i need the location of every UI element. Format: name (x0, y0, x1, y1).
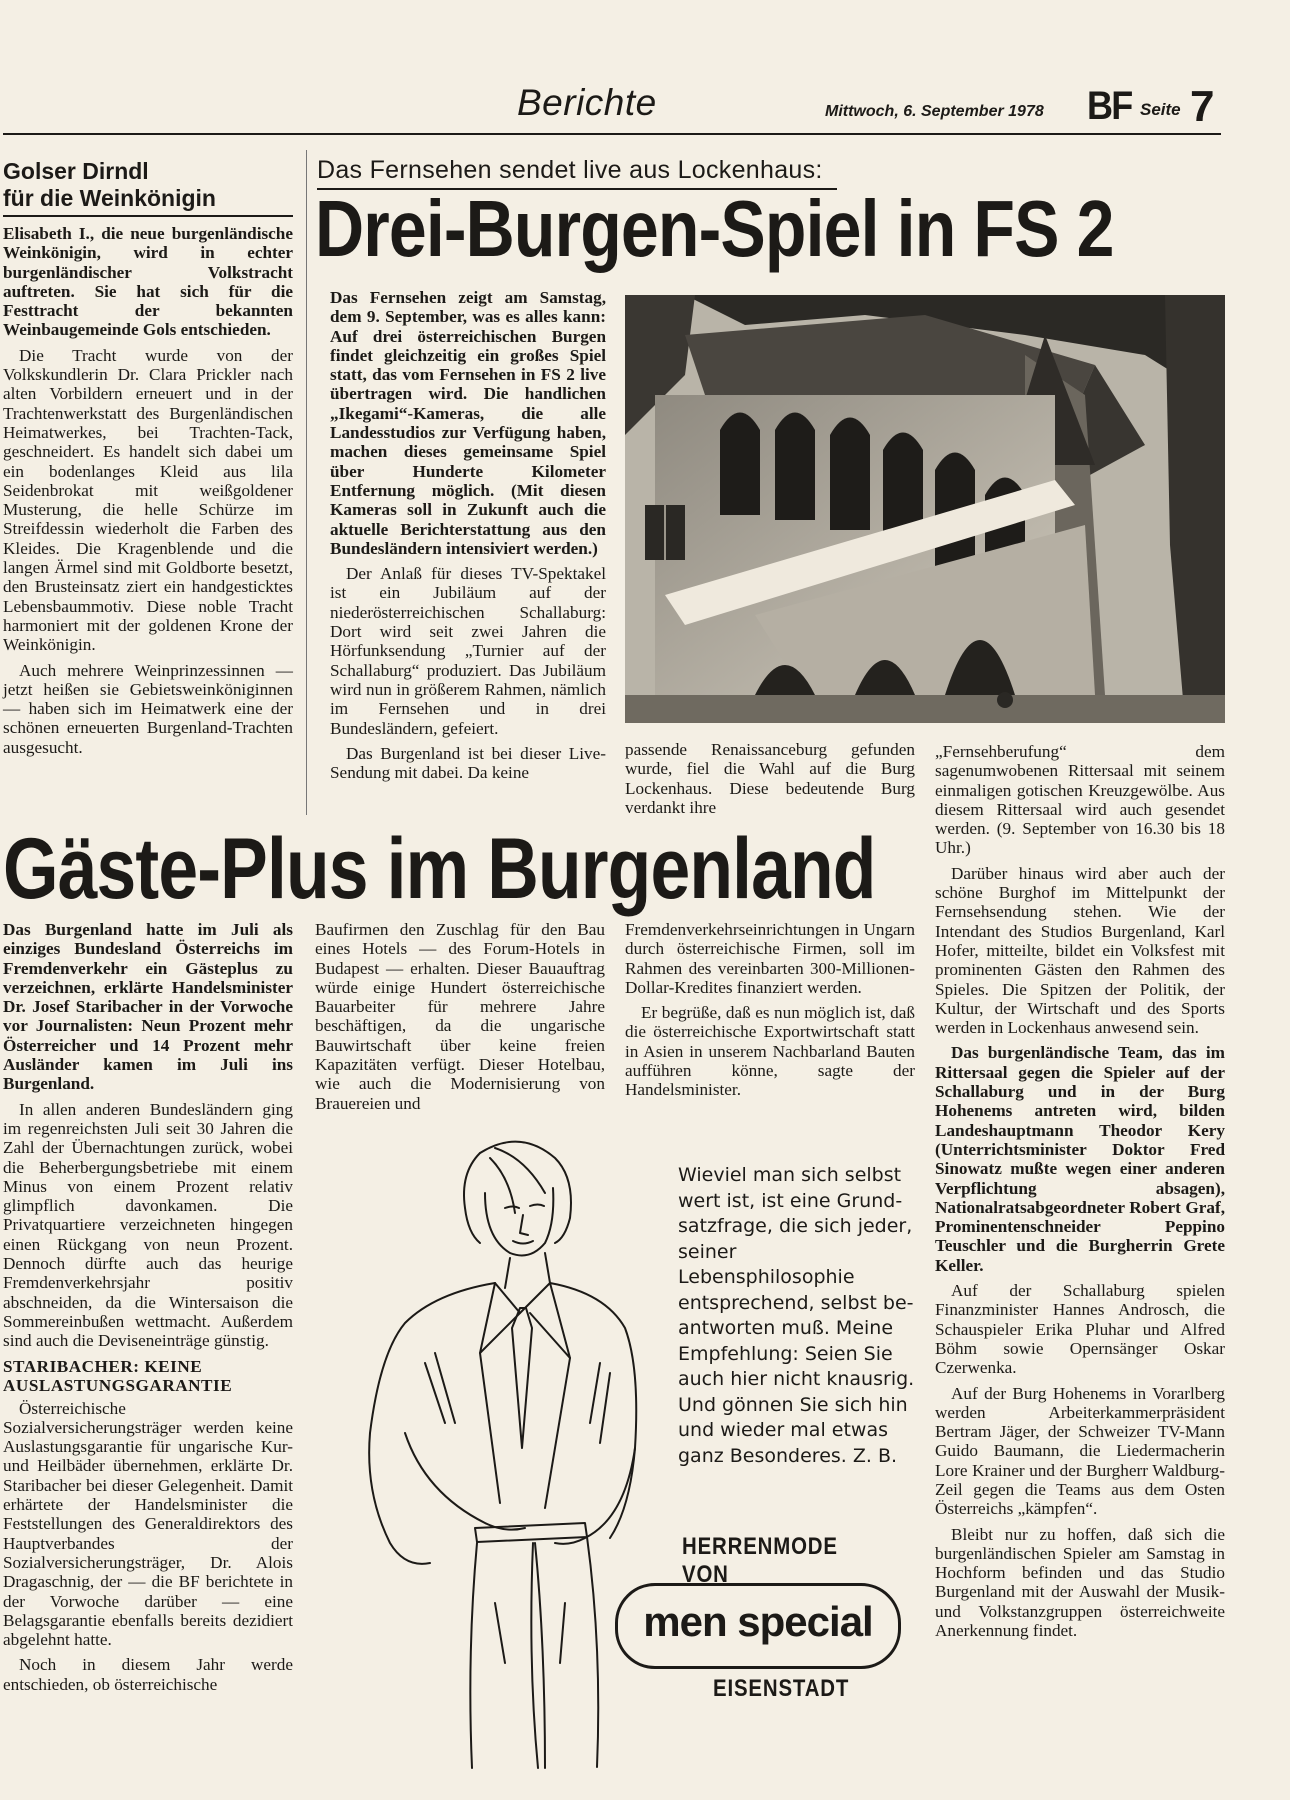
guests-article-para: Er begrüße, daß es nun möglich ist, daß die österreichische Exportwirtschaft statt in Asien in unserem Nachbarland Bauten aufführen könne, sagte der Handelsminister. (625, 1003, 915, 1100)
left-article-para: Elisabeth I., die neue burgenländische Weinkönigin, wird in echter burgenländischer Volkstracht auftreten. Sie hat sich für die Festtracht der bekannten Weinbaugemeinde Gols entschieden. (3, 224, 293, 340)
left-article-title (3, 158, 216, 212)
guests-article-para: Baufirmen den Zuschlag für den Bau eines Hotels — des Forum-Hotels in Budapest — erhalten. Dieser Bauauftrag würde einige Hundert österreichische Bauarbeiter für mehrere Jahre beschäftigen, da die ungarische Bauwirtschaft über keine freien Kapazitäten verfügt. Dieser Hotelbau, wie auch die Modernisierung von Brauereien und (315, 920, 605, 1113)
ad-copy-line: und wieder mal etwas (678, 1419, 888, 1441)
paper-logo: BF (1087, 84, 1132, 128)
tv-headline: Drei-Burgen-Spiel in FS 2 (315, 184, 1114, 273)
tv-article-col2 (625, 740, 915, 823)
guests-article-para: Noch in diesem Jahr werde entschieden, ob österreichische (3, 1655, 293, 1694)
ad-copy (678, 1163, 918, 1469)
ad-brand-badge (615, 1583, 901, 1669)
issue-date: Mittwoch, 6. September 1978 (825, 103, 1044, 120)
ad-copy-line: satzfrage, die sich jeder, (678, 1215, 913, 1237)
left-article-title-line1: Golser Dirndl (3, 158, 149, 184)
guests-article-col2 (315, 920, 605, 1119)
left-article-para: Die Tracht wurde von der Volkskundlerin Dr. Clara Prickler nach alten Vorbildern erneuert und in der Trachtenwerkstatt des Burgenländischen Heimatwerkes, bei Trachten-Tack, geschneidert. Es handelt sich dabei um ein bodenlanges Kleid aus lila Seidenbrokat mit weißgoldener Musterung, die helle Schürze im Streifdessin wiederholt die Farben des Kleides. Die Kragenblende und die langen Ärmel sind mit Goldborte besetzt, den Brusteinsatz ziert ein handgesticktes Lebensbaummotiv. Diese noble Tracht harmoniert mit der goldenen Krone der Weinkönigin. (3, 345, 293, 655)
tv-article-col1 (330, 288, 606, 788)
tv-article-para: „Fernsehberufung“ dem sagenumwobenen Rittersaal mit seinem einmaligen gotischen Kreuzgewölbe. Aus diesem Rittersaal wird auch gesendet werden. (9. September von 16.30 bis 18 Uhr.) (935, 742, 1225, 858)
left-article-title-line2: für die Weinkönigin (3, 185, 216, 211)
ad-copy-line: Empfehlung: Seien Sie (678, 1342, 893, 1365)
advertisement (315, 1133, 915, 1773)
ad-city: EISENSTADT (713, 1675, 850, 1702)
guests-article-para: Österreichische Sozialversicherungsträger werden keine Auslastungsgarantie für ungarische Kur- und Heilbäder übernehmen, erklärte Dr. Staribacher bei dieser Gelegenheit. Damit erhärtete der Handelsminister die Feststellungen des Generaldirektors des Hauptverbandes der Sozialversicherungsträger, Dr. Alois Dragaschnig, der — die BF berichtete in der Vorwoche darüber — eine Belagsgarantie ebenfalls bereits dezidiert abgelehnt hatte. (3, 1398, 293, 1650)
castle-photo (625, 295, 1225, 723)
ad-copy-line: seiner Lebensphilosophie (678, 1240, 855, 1288)
tv-article-para: Bleibt nur zu hoffen, daß sich die burgenländischen Spieler am Samstag in Hochform befinden und das Studio Burgenland mit der Auswahl der Musik- und Volkstanzgruppen österreichweite Anerkennung findet. (935, 1524, 1225, 1641)
tv-article-para: Das Burgenland ist bei dieser Live-Sendung mit dabei. Da keine (330, 743, 606, 783)
left-article-para: Auch mehrere Weinprinzessinnen — jetzt heißen sie Gebietsweinköniginnen — haben sich im Heimatwerk eine der schönen erneuerten Burgenland-Trachten ausgesucht. (3, 660, 293, 757)
ad-brand: men special (643, 1598, 873, 1645)
ad-copy-line: Und gönnen Sie sich hin (678, 1393, 908, 1416)
tv-article-col3 (935, 742, 1225, 1646)
left-article-rule (3, 215, 293, 217)
guests-article-col3 (625, 920, 915, 1106)
guests-article-para: Fremdenverkehrseinrichtungen in Ungarn durch österreichische Firmen, soll im Rahmen des vereinbarten 300-Millionen-Dollar-Kredites finanziert werden. (625, 920, 915, 997)
ad-copy-line: ganz Besonderes. Z. B. (678, 1444, 898, 1467)
tv-article-para: Das Fernsehen zeigt am Samstag, dem 9. September, was es alles kann: Auf drei österreichischen Burgen findet gleichzeitig ein großes Spiel statt, das vom Fernsehen in FS 2 live übertragen wird. Die handlichen „Ikegami“-Kameras, die alle Landesstudios zur Verfügung haben, machen dieses gemeinsame Spiel über Hunderte Kilometer Entfernung möglich. (Mit diesen Kameras soll in Zukunft auch die aktuelle Berichterstattung aus den Bundesländern intensiviert werden.) (330, 288, 606, 558)
header-rule (3, 133, 1221, 135)
ad-copy-line: Wieviel man sich selbst (678, 1164, 902, 1186)
ad-tagline: HERRENMODE VON (682, 1533, 838, 1588)
ad-copy-line: auch hier nicht knausrig. (678, 1368, 915, 1390)
guests-subhead: STARIBACHER: KEINE AUSLASTUNGSGARANTIE (3, 1356, 233, 1395)
guests-article-para: Das Burgenland hatte im Juli als einziges Bundesland Österreichs im Fremdenverkehr ein Gästeplus zu verzeichnen, erklärte Handelsminister Dr. Josef Staribacher in der Vorwoche vor Journalisten: Neun Prozent mehr Österreicher und 14 Prozent mehr Ausländer kamen im Juli ins Burgenland. (3, 920, 293, 1094)
left-article-body (3, 224, 293, 763)
ad-copy-line: wert ist, ist eine Grund- (678, 1189, 903, 1212)
guests-article-col1 (3, 920, 293, 1700)
tv-article-para: Auf der Burg Hohenems in Vorarlberg werden Arbeiterkammerpräsident Bertram Jäger, der Schweizer TV-Mann Guido Baumann, die Liedermacherin Lore Krainer und der Burgherr Waldburg-Zeil gegen die Teams aus dem Osten Österreichs „kämpfen“. (935, 1383, 1225, 1519)
section-title: Berichte (517, 82, 657, 123)
guests-headline: Gäste-Plus im Burgenland (3, 821, 876, 917)
tv-article-para: Das burgenländische Team, das im Rittersaal gegen die Spieler auf der Schallaburg und in der Burg Hohenems antreten wird, bilden Landeshauptmann Theodor Kery (Unterrichtsminister Doktor Fred Sinowatz mußte wegen einer anderen Verpflichtung absagen), Nationalratsabgeordneter Robert Graf, Prominentenschneider Peppino Teuschler und die Burgherrin Grete Keller. (935, 1043, 1225, 1275)
page-label: Seite (1140, 100, 1181, 119)
castle-photo-icon (625, 295, 1225, 723)
tv-article-para: Darüber hinaus wird aber auch der schöne Burghof im Mittelpunkt der Fernsehsendung stehen. Wie der Intendant des Studios Burgenland, Karl Hofer, mitteilte, bildet ein Volksfest mit prominenten Gästen den Rahmen des Spieles. Die Spitzen der Politik, der Kultur, der Wirtschaft und des Sports werden in Lockenhaus anwesend sein. (935, 863, 1225, 1038)
guests-article-para: In allen anderen Bundesländern ging im regenreichsten Juli seit 30 Jahren die Zahl der Übernachtungen zurück, wobei die Beherbergungsbetriebe mit einem Minus von einem Prozent relativ glimpflich davonkamen. Die Privatquartiere verzeichneten hingegen einen Rückgang von neun Prozent. Dennoch dürfte auch das heurige Fremdenverkehrsjahr positiv abschneiden, da die Wintersaison die Sommereinbußen wettmacht. Außerdem sind auch die Deviseneinträge günstig. (3, 1099, 293, 1351)
tv-article-para: Auf der Schallaburg spielen Finanzminister Hannes Androsch, die Schauspieler Erika Pluhar und Alfred Böhm sowie Opernsänger Oskar Czerwenka. (935, 1281, 1225, 1378)
man-illustration-icon (345, 1133, 645, 1773)
page-number: 7 (1190, 82, 1215, 131)
column-rule (306, 150, 307, 815)
tv-article-kicker: Das Fernsehen sendet live aus Lockenhaus: (317, 156, 823, 184)
ad-copy-line: antworten muß. Meine (678, 1317, 894, 1339)
tv-article-para: passende Renaissanceburg gefunden wurde, fiel die Wahl auf die Burg Lockenhaus. Diese bedeutende Burg verdankt ihre (625, 740, 915, 817)
tv-article-para: Der Anlaß für dieses TV-Spektakel ist ein Jubiläum auf der niederösterreichischen Schallaburg: Dort wird seit zwei Jahren die Hörfunksendung „Turnier auf der Schallaburg“ produziert. Das Jubiläum wird nun in größerem Rahmen, nämlich im Fernsehen und in drei Bundesländern, gefeiert. (330, 564, 606, 738)
ad-copy-line: entsprechend, selbst be- (678, 1291, 914, 1314)
